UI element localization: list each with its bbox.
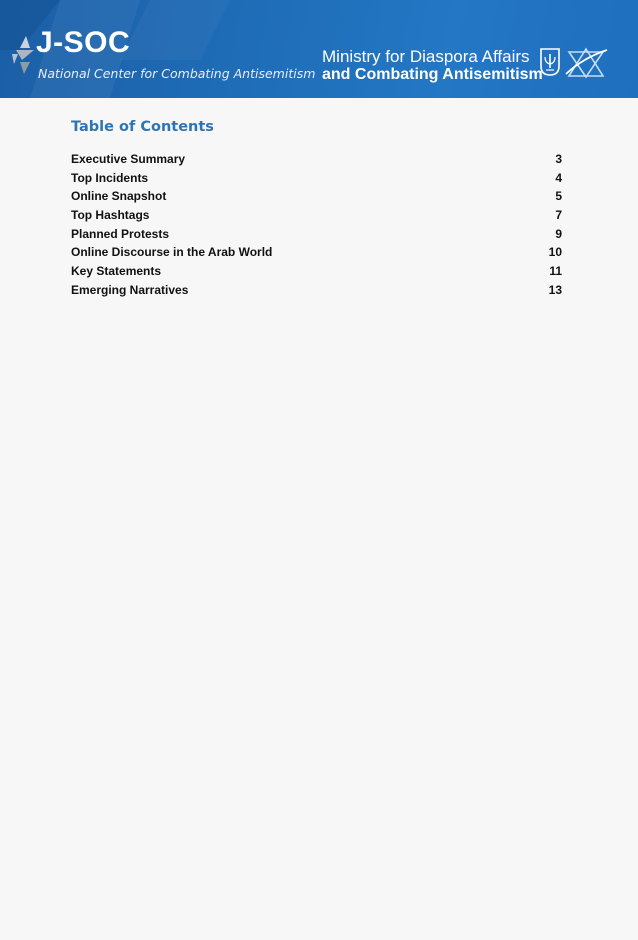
- toc-entry[interactable]: [71, 206, 565, 225]
- ministry-star-logo-icon: [563, 46, 609, 80]
- toc-entry[interactable]: [71, 262, 565, 281]
- toc-entry-page-number: 13: [548, 282, 562, 297]
- toc-entry-label: Online Discourse in the Arab World: [71, 245, 273, 260]
- ministry-name-line-2: and Combating Antisemitism: [322, 66, 543, 83]
- header-banner: [0, 0, 638, 98]
- toc-entry[interactable]: [71, 150, 565, 169]
- toc-entry[interactable]: [71, 187, 565, 206]
- toc-entry-label: Planned Protests: [71, 226, 170, 241]
- toc-entry-label: Emerging Narratives: [71, 282, 189, 297]
- toc-entry-page-number: 10: [548, 245, 562, 260]
- toc-entry-page-number: 3: [555, 152, 562, 166]
- toc-entry[interactable]: [71, 243, 565, 262]
- toc-entry-label: Key Statements: [71, 264, 162, 279]
- org-title: J-SOC: [36, 26, 131, 59]
- toc-entry-label: Top Hashtags: [71, 208, 150, 223]
- toc-entry[interactable]: [71, 281, 565, 300]
- toc-entry[interactable]: [71, 225, 565, 244]
- jsoc-star-logo-icon: [12, 34, 38, 78]
- toc-entry-page-number: 7: [555, 208, 562, 223]
- toc-entry-label: Executive Summary: [71, 152, 186, 166]
- toc-entry-page-number: 11: [549, 264, 562, 279]
- toc-entry-page-number: 5: [555, 189, 562, 204]
- ministry-name: [322, 48, 543, 83]
- toc-entry-page-number: 4: [555, 170, 562, 185]
- state-emblem-icon: [540, 48, 560, 76]
- toc-title: Table of Contents: [71, 119, 214, 135]
- toc-entry[interactable]: [71, 169, 565, 188]
- toc-entry-label: Online Snapshot: [71, 189, 167, 204]
- ministry-name-line-1: Ministry for Diaspora Affairs: [322, 47, 530, 66]
- toc-entry-page-number: 9: [555, 226, 562, 241]
- toc-list: [71, 150, 565, 300]
- org-subtitle: National Center for Combating Antisemitism: [38, 66, 316, 81]
- toc-entry-label: Top Incidents: [71, 170, 149, 185]
